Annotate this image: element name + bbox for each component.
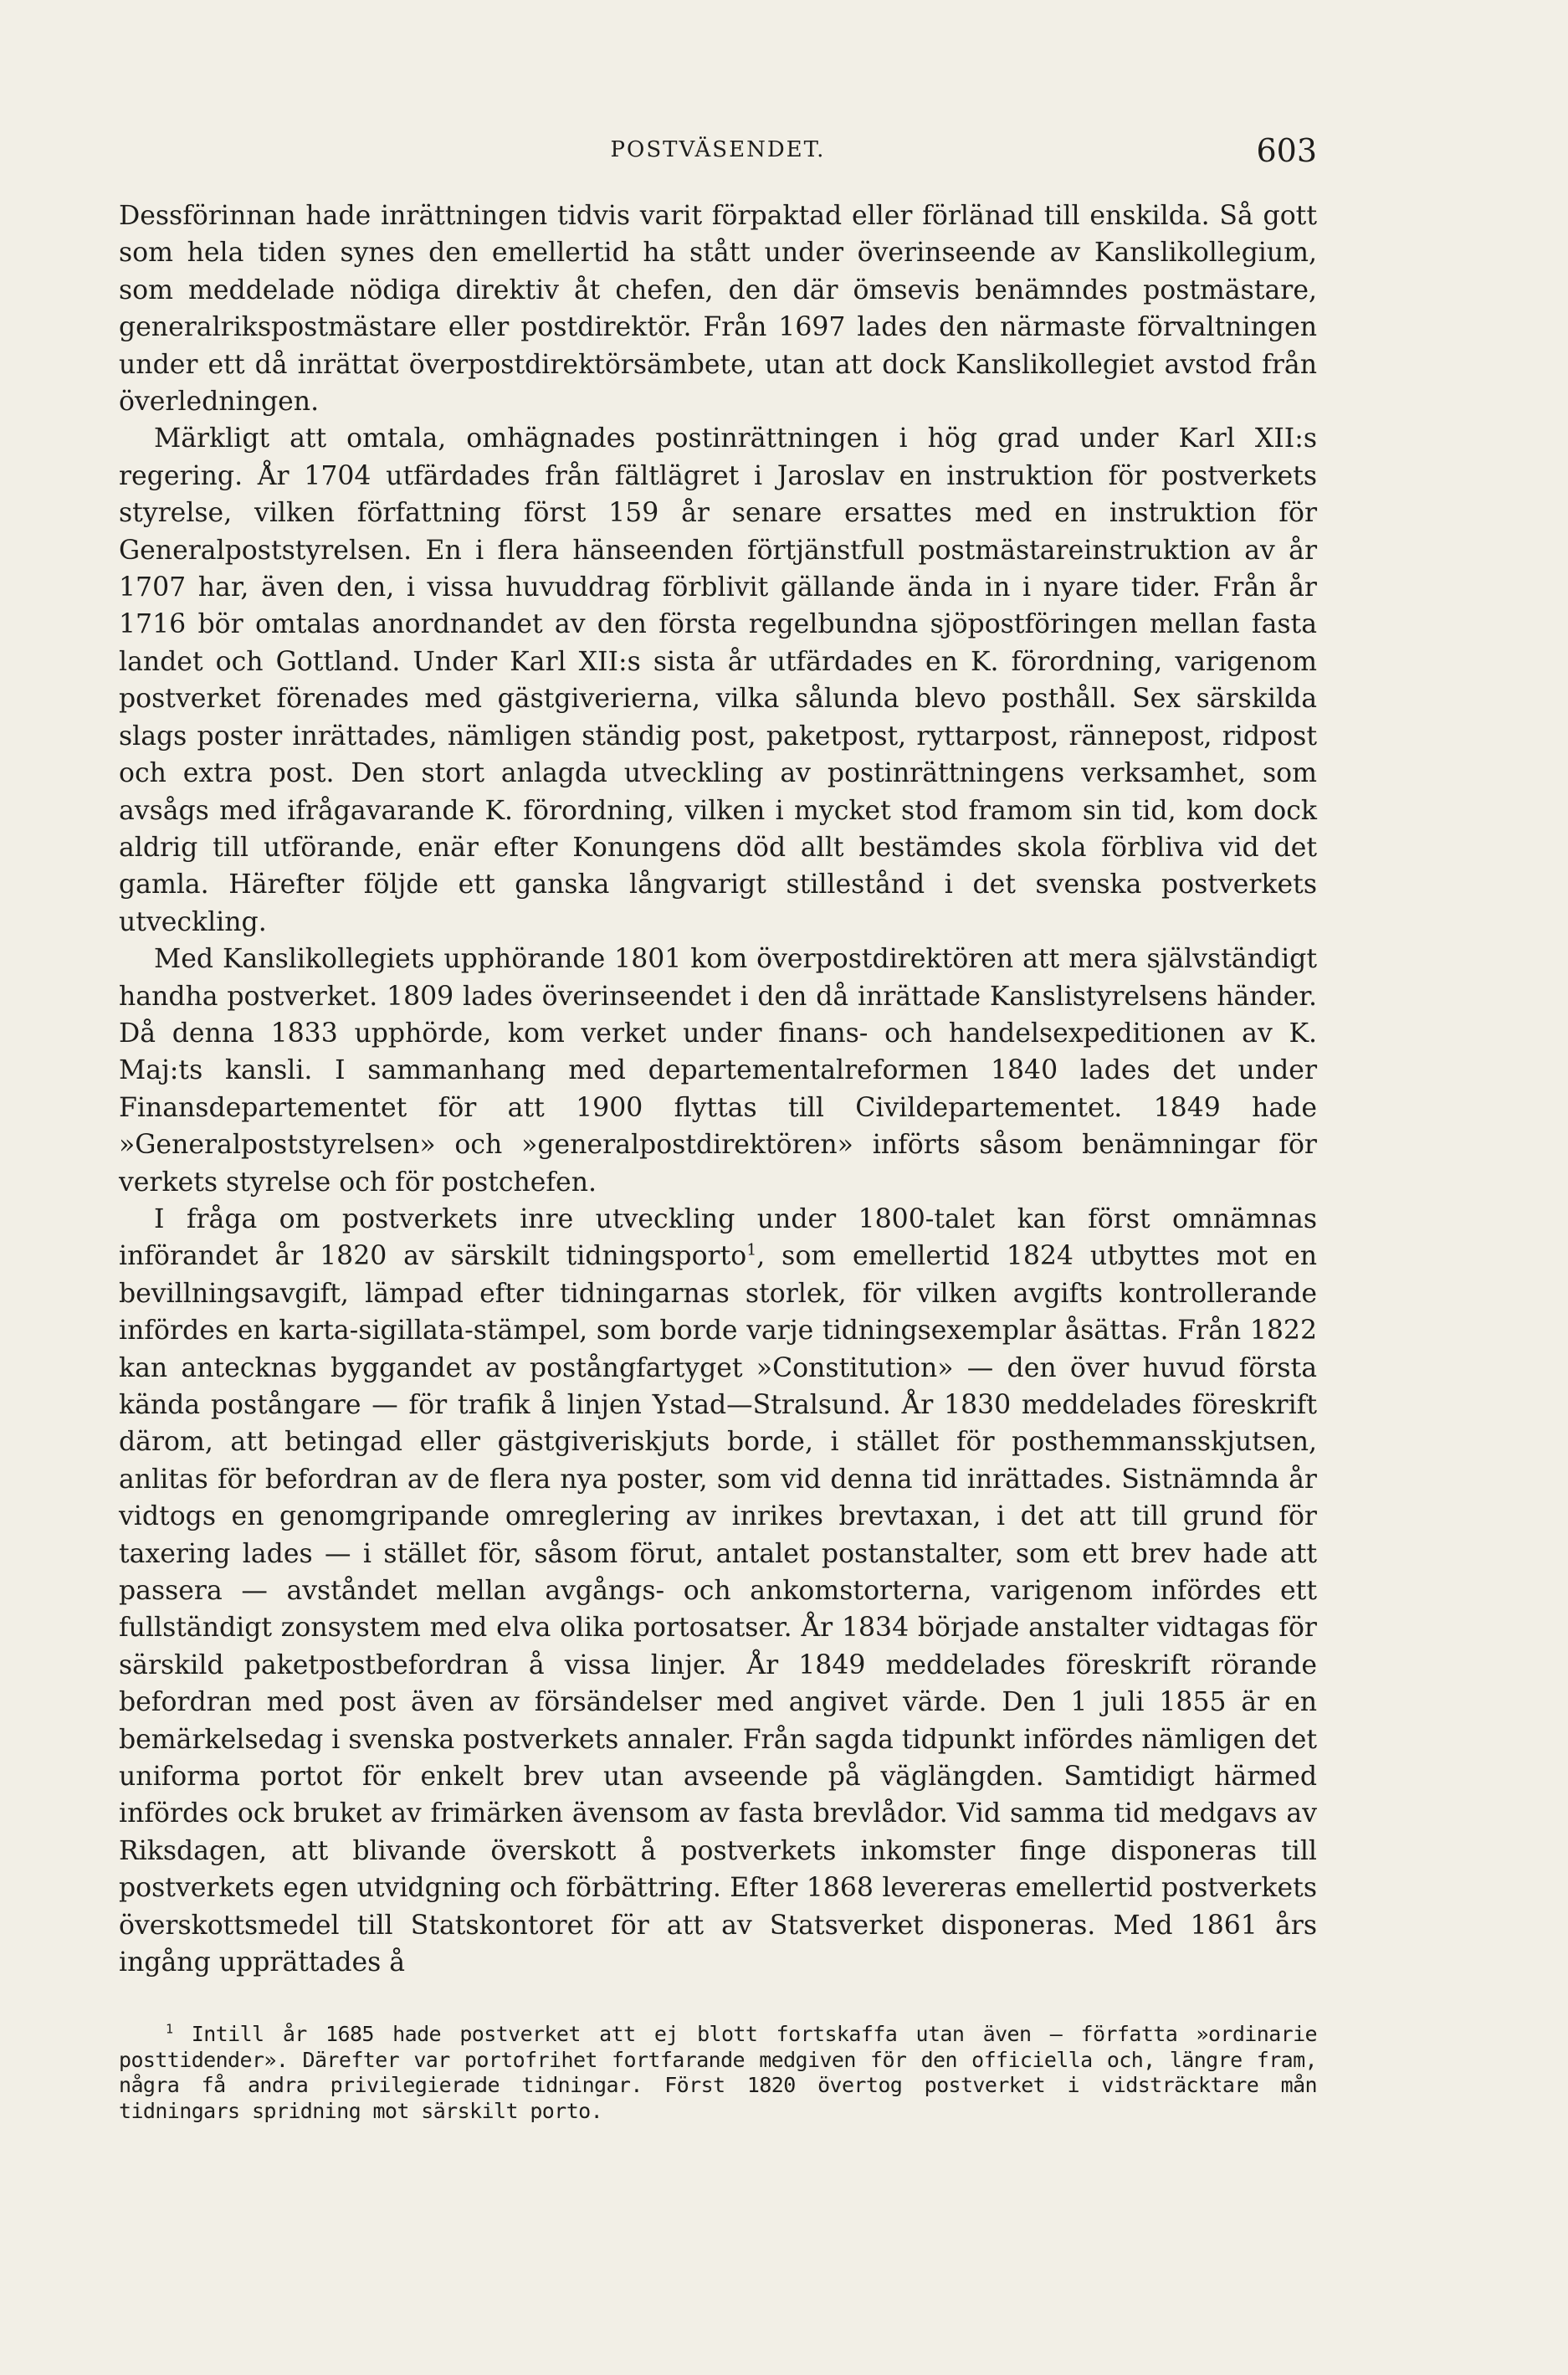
paragraph-4-start: I fråga om postverkets inre utveckling under 1800-talet kan först omnämnas införandet år 1820 av särskilt tidningsporto	[119, 1203, 1317, 1272]
paragraph-3: Med Kanslikollegiets upphörande 1801 kom överpostdirektören att mera självständigt handha postverket. 1809 lades överinseendet i den då inrättade Kanslistyrelsens händer. Då denna 1833 upphörde, kom verket under finans- och handelsexpeditionen av K. Maj:ts kansli. I sammanhang med departementalreformen 1840 lades det under Finansdepartementet för att 1900 flyttas till Civildepartementet. 1849 hade »Generalpoststyrelsen» och »generalpostdirektören» införts såsom benämningar för verkets styrelse och för postchefen.	[119, 944, 1317, 1198]
footnote-marker: 1	[166, 2021, 173, 2037]
paragraph-2: Märkligt att omtala, omhägnades postinrättningen i hög grad under Karl XII:s regering. År 1704 utfärdades från fältlägret i Jaroslav en instruktion för postverkets styrelse, vilken författning först 159 år senare ersattes med en instruktion för Generalpoststyrelsen. En i flera hänseenden förtjänstfull postmästareinstruktion av år 1707 har, även den, i vissa huvuddrag förblivit gällande ända in i nyare tider. Från år 1716 bör omtalas anordnandet av den första regelbundna sjöpostföringen mellan fasta landet och Gottland. Under Karl XII:s sista år utfärdades en K. förordning, varigenom postverket förenades med gästgiverierna, vilka sålunda blevo posthåll. Sex särskilda slags poster inrättades, nämligen ständig post, paketpost, ryttarpost, rännepost, ridpost och extra post. Den stort anlagda utveckling av postinrättningens verksamhet, som avsågs med ifrågavarande K. förordning, vilken i mycket stod framom sin tid, kom dock aldrig till utförande, enär efter Konungens död allt bestämdes skola förbliva vid det gamla. Härefter följde ett ganska långvarigt stillestånd i det svenska postverkets utveckling.	[119, 423, 1317, 937]
body-text	[119, 197, 1317, 1982]
page-header	[119, 132, 1317, 179]
paragraph-4-rest: , som emellertid 1824 utbyttes mot en bevillningsavgift, lämpad efter tidningarnas storlek, för vilken avgifts kontrollerande infördes en karta-sigillata-stämpel, som borde varje tidningsexemplar åsättas. Från 1822 kan antecknas byggandet av postångfartyget »Constitution» — den över huvud första kända postångare — för trafik å linjen Ystad—Stralsund. År 1830 meddelades föreskrift därom, att betingad eller gästgiveriskjuts borde, i stället för posthemmansskjutsen, anlitas för befordran av de flera nya poster, som vid denna tid inrättades. Sistnämnda år vidtogs en genomgripande omreglering av inrikes brevtaxan, i det att till grund för taxering lades — i stället för, såsom förut, antalet postanstalter, som ett brev hade att passera — avståndet mellan avgångs- och ankomstorterna, varigenom infördes ett fullständigt zonsystem med elva olika portosatser. År 1834 började anstalter vidtagas för särskild paketpostbefordran å vissa linjer. År 1849 meddelades föreskrift rörande befordran med post även av försändelser med angivet värde. Den 1 juli 1855 är en bemärkelsedag i svenska postverkets annaler. Från sagda tidpunkt infördes nämligen det uniforma portot för enkelt brev utan avseende på väglängden. Samtidigt härmed infördes ock bruket av frimärken ävensom av fasta brevlådor. Vid samma tid medgavs av Riksdagen, att blivande överskott å postverkets inkomster finge disponeras till postverkets egen utvidgning och förbättring. Efter 1868 levereras emellertid postverkets överskottsmedel till Statskontoret för att av Statsverket disponeras. Med 1861 års ingång upprättades å	[119, 1241, 1318, 1978]
footnotes	[119, 2022, 1317, 2124]
running-head: POSTVÄSENDET.	[610, 137, 826, 162]
footnote-1	[119, 2022, 1317, 2124]
footnote-text: Intill år 1685 hade postverket att ej blott fortskaffa utan även — författa »ordinarie posttidender». Därefter var portofrihet fortfarande medgiven för den officiella och, längre fram, några få andra privilegierade tidningar. Först 1820 övertog postverket i vidsträcktare mån tidningars spridning mot särskilt porto.	[119, 2022, 1318, 2123]
paragraph-1: Dessförinnan hade inrättningen tidvis varit förpaktad eller förlänad till enskilda. Så gott som hela tiden synes den emellertid ha stått under överinseende av Kanslikollegium, som meddelade nödiga direktiv åt chefen, den där ömsevis benämndes postmästare, generalrikspostmästare eller postdirektör. Från 1697 lades den närmaste förvaltningen under ett då inrättat överpostdirektörsämbete, utan att dock Kanslikollegiet avstod från överledningen.	[119, 201, 1317, 418]
footnote-reference: 1	[746, 1240, 757, 1259]
paragraph-4	[119, 1201, 1317, 1982]
page-number: 603	[1256, 132, 1317, 169]
